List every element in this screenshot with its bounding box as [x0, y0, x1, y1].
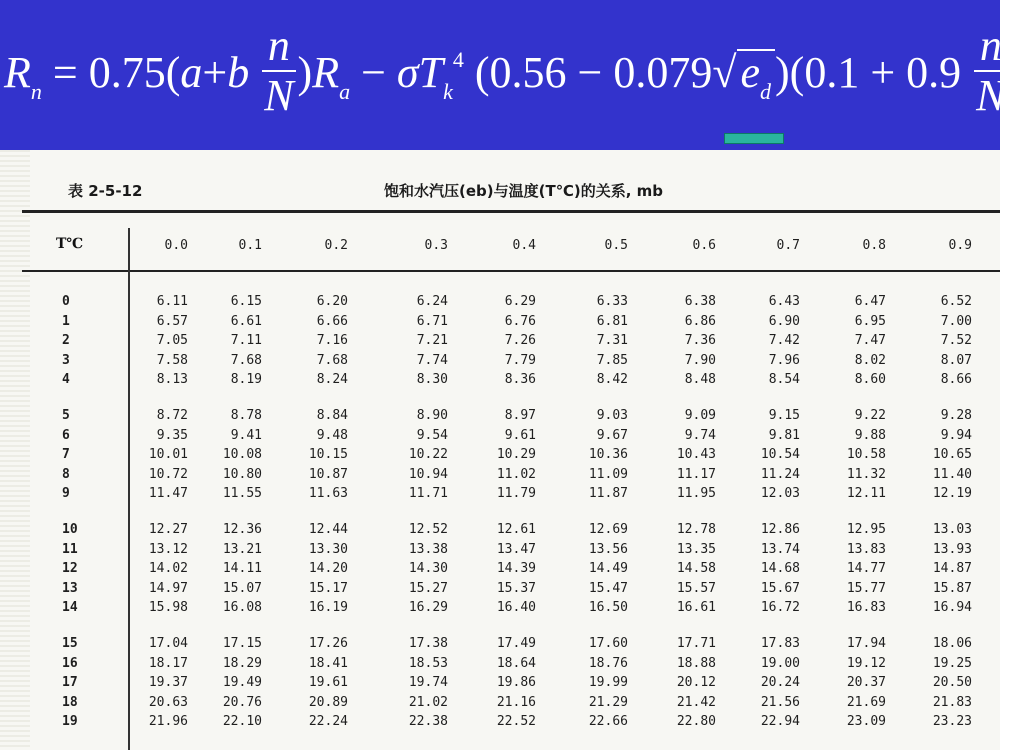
value-cell: 7.96 [768, 352, 800, 368]
temp-cell: 11 [62, 541, 78, 557]
value-cell: 10.36 [588, 447, 628, 462]
value-cell: 9.35 [156, 427, 188, 443]
value-cell: 8.36 [504, 372, 536, 387]
value-cell: 16.50 [588, 600, 628, 615]
col-header: 0.4 [512, 238, 536, 253]
value-cell: 9.03 [596, 408, 628, 423]
value-cell: 6.52 [940, 294, 972, 309]
value-cell: 10.65 [932, 447, 972, 462]
table-number: 表 2-5-12 [68, 182, 143, 200]
temp-cell: 0 [62, 294, 70, 309]
value-cell: 14.68 [760, 561, 800, 576]
value-cell: 7.68 [316, 352, 348, 368]
temp-cell: 14 [62, 600, 78, 615]
value-cell: 8.60 [854, 372, 886, 387]
formula-a-sub: a [339, 79, 351, 105]
col-header: 0.2 [324, 238, 348, 253]
value-cell: 10.15 [308, 447, 348, 462]
value-cell: 23.09 [846, 714, 886, 729]
value-cell: 8.72 [156, 408, 188, 423]
col-header: 0.9 [948, 238, 972, 253]
col-header: 0.7 [776, 238, 800, 253]
value-cell: 14.49 [588, 561, 628, 576]
value-cell: 7.31 [596, 333, 628, 348]
value-cell: 7.74 [416, 352, 448, 368]
value-cell: 6.33 [596, 294, 628, 309]
value-cell: 21.02 [408, 694, 448, 710]
value-cell: 11.24 [760, 466, 800, 482]
temp-cell: 2 [62, 333, 70, 348]
frac1-num: n [267, 21, 290, 70]
value-cell: 6.61 [230, 313, 262, 329]
value-cell: 19.61 [308, 675, 348, 690]
value-cell: 22.94 [760, 714, 800, 729]
value-cell: 11.87 [588, 486, 628, 501]
value-cell: 22.80 [676, 714, 716, 729]
temp-cell: 1 [62, 313, 70, 329]
value-cell: 17.83 [760, 636, 800, 651]
formula-sqrt: $√e_d$ [712, 49, 775, 102]
value-cell: 13.03 [932, 522, 972, 537]
value-cell: 8.02 [854, 352, 886, 368]
value-cell: 18.88 [676, 655, 716, 671]
value-cell: 21.56 [760, 694, 800, 710]
value-cell: 20.50 [932, 675, 972, 690]
value-cell: 9.94 [940, 427, 972, 443]
value-cell: 7.90 [684, 352, 716, 368]
value-cell: 18.29 [222, 655, 262, 671]
value-cell: 11.63 [308, 486, 348, 501]
value-cell: 8.78 [230, 408, 262, 423]
value-cell: 11.95 [676, 486, 716, 501]
formula-eq: = 0.75( [52, 48, 181, 98]
value-cell: 8.24 [316, 372, 348, 387]
value-cell: 18.17 [148, 655, 188, 671]
value-cell: 6.57 [156, 313, 188, 329]
value-cell: 20.12 [676, 675, 716, 690]
value-cell: 14.58 [676, 561, 716, 576]
value-cell: 11.02 [496, 466, 536, 482]
value-cell: 8.30 [416, 372, 448, 387]
value-cell: 7.47 [854, 333, 886, 348]
value-cell: 6.71 [416, 313, 448, 329]
col-header: 0.5 [604, 238, 628, 253]
value-cell: 16.40 [496, 600, 536, 615]
value-cell: 16.83 [846, 600, 886, 615]
value-cell: 13.74 [760, 541, 800, 557]
formula-k-sub: k [443, 79, 453, 105]
value-cell: 8.97 [504, 408, 536, 423]
value-cell: 10.22 [408, 447, 448, 462]
value-cell: 14.11 [222, 561, 262, 576]
value-cell: 19.86 [496, 675, 536, 690]
scan-edge-noise [0, 150, 30, 750]
value-cell: 14.77 [846, 561, 886, 576]
value-cell: 20.89 [308, 694, 348, 710]
value-cell: 21.16 [496, 694, 536, 710]
temp-cell: 8 [62, 466, 70, 482]
value-cell: 21.69 [846, 694, 886, 710]
value-cell: 9.88 [854, 427, 886, 443]
formula-a: a [180, 48, 203, 98]
formula-banner [0, 0, 1024, 150]
temp-cell: 10 [62, 522, 78, 537]
value-cell: 15.07 [222, 580, 262, 596]
value-cell: 12.44 [308, 522, 348, 537]
value-cell: 22.10 [222, 714, 262, 729]
scanned-table-page [0, 150, 1000, 750]
value-cell: 8.07 [940, 352, 972, 368]
value-cell: 9.22 [854, 408, 886, 423]
value-cell: 16.72 [760, 600, 800, 615]
formula-sigma: σ [396, 48, 419, 98]
value-cell: 11.47 [148, 486, 188, 501]
formula-exp-4: 4 [452, 47, 464, 73]
col-header: 0.6 [692, 238, 716, 253]
value-cell: 9.28 [940, 408, 972, 423]
value-cell: 15.67 [760, 580, 800, 596]
value-cell: 20.37 [846, 675, 886, 690]
value-cell: 21.29 [588, 694, 628, 710]
value-cell: 13.38 [408, 541, 448, 557]
value-cell: 7.58 [156, 352, 188, 368]
value-cell: 13.83 [846, 541, 886, 557]
value-cell: 22.52 [496, 714, 536, 729]
value-cell: 9.67 [596, 427, 628, 443]
value-cell: 10.94 [408, 466, 448, 482]
value-cell: 8.13 [156, 372, 188, 387]
value-cell: 17.15 [222, 636, 262, 651]
value-cell: 15.57 [676, 580, 716, 596]
value-cell: 7.05 [156, 333, 188, 348]
value-cell: 6.29 [504, 294, 536, 309]
value-cell: 19.12 [846, 655, 886, 671]
value-cell: 16.94 [932, 600, 972, 615]
value-cell: 18.41 [308, 655, 348, 671]
value-cell: 6.95 [854, 313, 886, 329]
value-cell: 12.69 [588, 522, 628, 537]
value-cell: 6.66 [316, 313, 348, 329]
net-radiation-formula [4, 21, 1024, 126]
value-cell: 9.74 [684, 427, 716, 443]
value-cell: 10.08 [222, 447, 262, 462]
value-cell: 11.17 [676, 466, 716, 482]
value-cell: 16.19 [308, 600, 348, 615]
value-cell: 17.04 [148, 636, 188, 651]
temp-cell: 15 [62, 636, 78, 651]
value-cell: 9.48 [316, 427, 348, 443]
value-cell: 7.16 [316, 333, 348, 348]
value-cell: 6.47 [854, 294, 886, 309]
value-cell: 15.87 [932, 580, 972, 596]
value-cell: 6.90 [768, 313, 800, 329]
value-cell: 10.80 [222, 466, 262, 482]
value-cell: 6.86 [684, 313, 716, 329]
value-cell: 21.96 [148, 714, 188, 729]
formula-b: b [227, 48, 250, 98]
value-cell: 14.02 [148, 561, 188, 576]
value-cell: 11.79 [496, 486, 536, 501]
value-cell: 16.29 [408, 600, 448, 615]
temp-cell: 12 [62, 561, 78, 576]
value-cell: 20.24 [760, 675, 800, 690]
value-cell: 6.38 [684, 294, 716, 309]
value-cell: 12.36 [222, 522, 262, 537]
value-cell: 13.93 [932, 541, 972, 557]
value-cell: 11.71 [408, 486, 448, 501]
formula-fraction-2 [974, 22, 1007, 120]
value-cell: 15.47 [588, 580, 628, 596]
temp-cell: 19 [62, 714, 78, 729]
value-cell: 17.71 [676, 636, 716, 651]
col-header: 0.8 [862, 238, 886, 253]
value-cell: 17.38 [408, 636, 448, 651]
value-cell: 17.26 [308, 636, 348, 651]
value-cell: 10.54 [760, 447, 800, 462]
formula-part2: (0.56 − 0.079 [474, 48, 713, 98]
value-cell: 16.08 [222, 600, 262, 615]
value-cell: 12.03 [760, 486, 800, 501]
value-cell: 12.19 [932, 486, 972, 501]
value-cell: 7.36 [684, 333, 716, 348]
value-cell: 14.30 [408, 561, 448, 576]
value-cell: 8.84 [316, 408, 348, 423]
header-rule [22, 270, 1000, 272]
formula-n-sub: n [30, 79, 42, 105]
value-cell: 7.11 [230, 333, 262, 348]
value-cell: 12.27 [148, 522, 188, 537]
value-cell: 9.61 [504, 427, 536, 443]
value-cell: 22.24 [308, 714, 348, 729]
value-cell: 6.11 [156, 294, 188, 309]
formula-part3: )(0.1 + 0.9 [775, 48, 962, 98]
col-header: 0.1 [238, 238, 262, 253]
temp-cell: 6 [62, 427, 70, 443]
temp-cell: 4 [62, 372, 70, 387]
value-cell: 15.27 [408, 580, 448, 596]
value-cell: 13.30 [308, 541, 348, 557]
value-cell: 8.19 [230, 372, 262, 387]
value-cell: 17.49 [496, 636, 536, 651]
value-cell: 6.15 [230, 294, 262, 309]
value-cell: 7.42 [768, 333, 800, 348]
formula-plus: + [202, 48, 228, 98]
value-cell: 10.29 [496, 447, 536, 462]
value-cell: 6.24 [416, 294, 448, 309]
value-cell: 7.21 [416, 333, 448, 348]
value-cell: 20.63 [148, 694, 188, 710]
temp-cell: 3 [62, 352, 70, 368]
value-cell: 18.06 [932, 636, 972, 651]
value-cell: 18.76 [588, 655, 628, 671]
value-cell: 9.41 [230, 427, 262, 443]
value-cell: 9.81 [768, 427, 800, 443]
temp-cell: 18 [62, 694, 78, 710]
frac1-den: N [264, 71, 294, 120]
value-cell: 13.12 [148, 541, 188, 557]
temp-cell: 5 [62, 408, 70, 423]
formula-Ra: R [312, 48, 340, 98]
value-cell: 7.52 [940, 333, 972, 348]
value-cell: 7.79 [504, 352, 536, 368]
value-cell: 15.77 [846, 580, 886, 596]
temp-cell: 9 [62, 486, 70, 501]
value-cell: 19.49 [222, 675, 262, 690]
top-rule [22, 210, 1000, 213]
value-cell: 6.43 [768, 294, 800, 309]
formula-close1: ) [297, 48, 313, 98]
value-cell: 8.54 [768, 372, 800, 387]
frac2-num: n [979, 21, 1002, 70]
value-cell: 12.11 [846, 486, 886, 501]
value-cell: 7.00 [940, 313, 972, 329]
value-cell: 12.95 [846, 522, 886, 537]
temp-cell: 16 [62, 655, 78, 671]
value-cell: 12.78 [676, 522, 716, 537]
frac2-den: N [976, 71, 1006, 120]
value-cell: 13.47 [496, 541, 536, 557]
value-cell: 15.98 [148, 600, 188, 615]
value-cell: 7.26 [504, 333, 536, 348]
value-cell: 22.66 [588, 714, 628, 729]
value-cell: 20.76 [222, 694, 262, 710]
formula-fraction-1 [262, 22, 295, 120]
value-cell: 19.99 [588, 675, 628, 690]
value-cell: 6.20 [316, 294, 348, 309]
value-cell: 11.09 [588, 466, 628, 482]
value-cell: 10.58 [846, 447, 886, 462]
value-cell: 8.90 [416, 408, 448, 423]
formula-ed: e [740, 48, 761, 98]
value-cell: 7.68 [230, 352, 262, 368]
value-cell: 11.32 [846, 466, 886, 482]
value-cell: 11.40 [932, 466, 972, 482]
value-cell: 9.09 [684, 408, 716, 423]
value-cell: 14.97 [148, 580, 188, 596]
value-cell: 6.81 [596, 313, 628, 329]
value-cell: 13.56 [588, 541, 628, 557]
value-cell: 9.15 [768, 408, 800, 423]
value-cell: 14.87 [932, 561, 972, 576]
highlight-marker [724, 133, 784, 144]
value-cell: 10.01 [148, 447, 188, 462]
value-cell: 10.72 [148, 466, 188, 482]
value-cell: 12.86 [760, 522, 800, 537]
value-cell: 19.74 [408, 675, 448, 690]
value-cell: 19.00 [760, 655, 800, 671]
temp-header: T℃ [56, 236, 84, 252]
table-caption: 饱和水汽压(eb)与温度(T℃)的关系, mb [384, 182, 664, 200]
value-cell: 15.37 [496, 580, 536, 596]
value-cell: 9.54 [416, 427, 448, 443]
formula-close2: ) [1009, 48, 1024, 98]
value-cell: 8.42 [596, 372, 628, 387]
temp-cell: 13 [62, 580, 78, 596]
col-header: 0.3 [424, 238, 448, 253]
value-cell: 8.48 [684, 372, 716, 387]
value-cell: 18.53 [408, 655, 448, 671]
value-cell: 12.52 [408, 522, 448, 537]
value-cell: 7.85 [596, 352, 628, 368]
value-cell: 10.43 [676, 447, 716, 462]
formula-d-sub: d [760, 79, 772, 105]
value-cell: 21.42 [676, 694, 716, 710]
value-cell: 13.21 [222, 541, 262, 557]
value-cell: 8.66 [940, 372, 972, 387]
value-cell: 17.94 [846, 636, 886, 651]
temp-cell: 17 [62, 675, 78, 690]
value-cell: 11.55 [222, 486, 262, 501]
value-cell: 22.38 [408, 714, 448, 729]
value-cell: 17.60 [588, 636, 628, 651]
value-cell: 16.61 [676, 600, 716, 615]
value-cell: 21.83 [932, 694, 972, 710]
col-header: 0.0 [164, 238, 188, 253]
value-cell: 23.23 [932, 714, 972, 729]
formula-T: T [418, 48, 444, 98]
value-cell: 19.25 [932, 655, 972, 671]
formula-minus: − [361, 48, 386, 98]
value-cell: 15.17 [308, 580, 348, 596]
value-cell: 6.76 [504, 313, 536, 329]
value-cell: 13.35 [676, 541, 716, 557]
temp-cell: 7 [62, 447, 70, 462]
value-cell: 14.20 [308, 561, 348, 576]
formula-Rn: R [4, 48, 31, 98]
value-cell: 18.64 [496, 655, 536, 671]
value-cell: 14.39 [496, 561, 536, 576]
value-cell: 10.87 [308, 466, 348, 482]
value-cell: 12.61 [496, 522, 536, 537]
value-cell: 19.37 [148, 675, 188, 690]
